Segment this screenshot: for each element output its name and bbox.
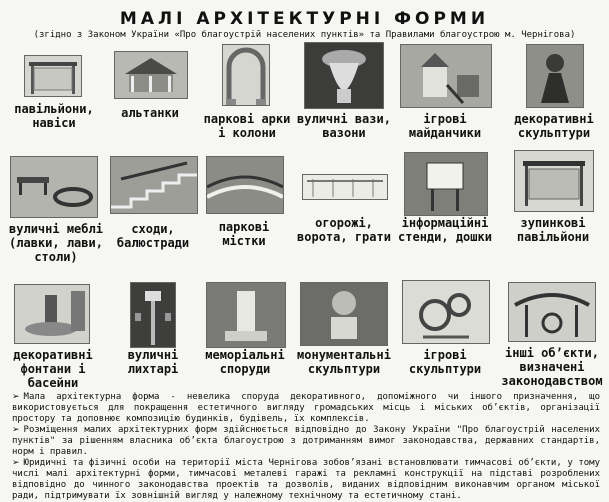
description-paragraph-3: ➢ Юридичні та фізичні особи на території міста Чернігова зобов’язані встановлювати тимчасові об’єкти, у тому числі малі архітектурні форми, тимчасові металеві гаражі та рекламні конструкції на підставі розроблених відповідно до чинного законодавства проектів та дозволів, виданих відповідним виконавчим органом міської ради, підтримувати їх зовнішній вигляд у належному технічному та естетичному стані. (12, 458, 600, 501)
info-stand-photo (404, 152, 488, 216)
row1-label-5: декоративні скульптури (514, 112, 594, 140)
row2-label-4: інформаційні стенди, дошки (398, 216, 492, 244)
bus-stop-photo (514, 150, 594, 212)
monument-photo (300, 282, 388, 346)
playground-photo (400, 44, 492, 108)
bench-photo (10, 156, 98, 218)
arrow-bullet-icon: ➢ (12, 458, 20, 468)
row2-label-3: огорожі, ворота, грати (297, 216, 391, 244)
pavilion-photo (24, 55, 82, 97)
street-lamp-photo (130, 282, 176, 348)
row2-label-1: сходи, балюстради (116, 222, 190, 250)
other-objects-photo (508, 282, 596, 342)
fence-photo (302, 174, 388, 200)
memorial-photo (206, 282, 286, 348)
arrow-bullet-icon: ➢ (12, 392, 20, 402)
row2-label-2: паркові містки (218, 220, 270, 248)
row2-label-0: вуличні меблі (лавки, лави, столи) (9, 222, 103, 264)
page-title: МАЛІ АРХІТЕКТУРНІ ФОРМИ (119, 9, 490, 29)
row1-label-2: паркові арки і колони (203, 112, 291, 140)
row3-label-1: вуличні лихтарі (127, 348, 179, 376)
arch-photo (222, 44, 270, 106)
stairs-photo (110, 156, 198, 214)
row1-label-3: вуличні вази, вазони (297, 112, 391, 140)
row3-label-4: ігрові скульптури (408, 348, 482, 376)
row3-label-2: меморіальні споруди (205, 348, 285, 376)
page-subtitle: (згідно з Законом України «Про благоустрій населених пунктів» та Правилами благоустрою м. Чернігова) (33, 30, 576, 40)
description-paragraph-2: ➢ Розміщення малих архітектурних форм здійснюється відповідно до Закону України "Про благоустрій населених пунктів" за рішенням власника об’єкта благоустрою з дотриманням вимог законодавства, державних стандартів, норм і правил. (12, 425, 600, 457)
fountain-photo (14, 284, 90, 344)
row3-label-5: інші об’єкти, визначені законодавством (501, 346, 603, 388)
gazebo-photo (114, 51, 188, 99)
row1-label-0: павільйони, навіси (14, 102, 94, 130)
description-paragraph-1: ➢ Мала архітектурна форма - невелика споруда декоративного, допоміжного чи іншого призначення, що використовується для покращення естетичного вигляду громадських місць і міських об’єктів, організації простору та доповнює композицію будинків, будівель, їх комплексів. (12, 392, 600, 424)
row3-label-3: монументальні скульптури (297, 348, 391, 376)
row2-label-5: зупинкові павільйони (516, 216, 590, 244)
bridge-photo (206, 156, 284, 214)
play-sculpture-photo (402, 280, 490, 344)
row3-label-0: декоративні фонтани і басейни (13, 348, 93, 390)
sculpture-photo (526, 44, 584, 108)
arrow-bullet-icon: ➢ (12, 425, 20, 435)
row1-label-1: альтанки (121, 106, 179, 120)
row1-label-4: ігрові майданчики (408, 112, 482, 140)
vase-photo (304, 42, 384, 109)
